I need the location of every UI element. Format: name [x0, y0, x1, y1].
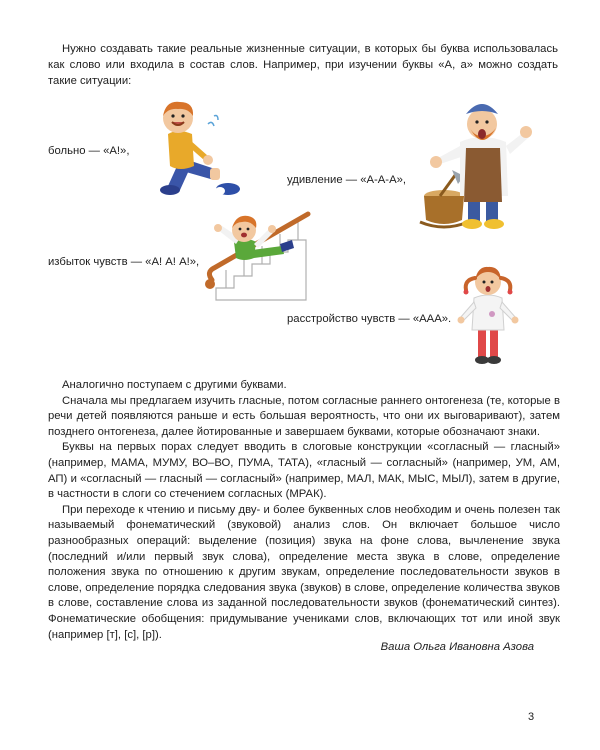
page-number: 3 [528, 711, 535, 723]
paragraph-syllable-constructions: Буквы на первых порах следует вводить в слоговые конструкции «согласный — гласный» (например, МАМА, МУМУ, ВО–ВО, ПУМА, ТАТА), «гласный — согласный» (например, УМ, АМ, АП) и «согласный — гласный — согласный» (например, МАЛ, МАК, МЫС, МЫЛ), затем в другие, в частности в слоги со стечением согласных (МРАК). [48, 441, 560, 501]
paragraph-vowels-consonants: Сначала мы предлагаем изучить гласные, потом согласные раннего онтогенеза (те, которые в речи детей появляются раньше и есть большая вероятность, что они их выговаривают), затем позднего онтогенеза, далее йотированные и завершаем буквами, которые обозначают знаки. [48, 394, 560, 438]
caption-rasstroistvo-chuvstv: расстройство чувств — «ААА». [287, 313, 452, 325]
main-text [48, 378, 560, 643]
surprised-man-illustration [410, 92, 536, 232]
intro-paragraph: Нужно создавать такие реальные жизненные ситуации, в которых бы буква использовалась как слово или входила в состав слов. Например, при изучении буквы «А, а» можно создать такие ситуации: [48, 43, 558, 87]
caption-udivlenie: удивление — «А-А-А», [287, 174, 407, 186]
caption-izbytok-chuvstv: избыток чувств — «А! А! А!», [48, 256, 200, 268]
caption-bolno: больно — «А!», [48, 145, 130, 157]
paragraph-analogichno: Аналогично поступаем с другими буквами. [62, 379, 287, 391]
boy-on-stairs-illustration [196, 200, 316, 304]
upset-girl-illustration [450, 258, 526, 368]
hurt-boy-illustration [148, 94, 248, 202]
paragraph-phonemic-analysis: При переходе к чтению и письму дву- и более буквенных слов необходим и очень полезен так называемый фонематический (звуковой) анализ слов. Он включает большое число разнообразных операций: выделение (позиция) звука на фоне слова, вычленение звука (последний и/или первый звук слова), определение места звука в слове, определение положения звука по отношению к другим звукам, определение последовательности звуков в слове, определение порядка следования звука (звуков) в слове, определение количества звуков в слове, составление слова из заданной последовательности звуков (фонематический синтез). Фонематические обобщения: придумывание учениками слов, включающих тот или иной звук (например [т], [с], [р]). [48, 503, 560, 641]
author-signature: Ваша Ольга Ивановна Азова [380, 641, 534, 653]
